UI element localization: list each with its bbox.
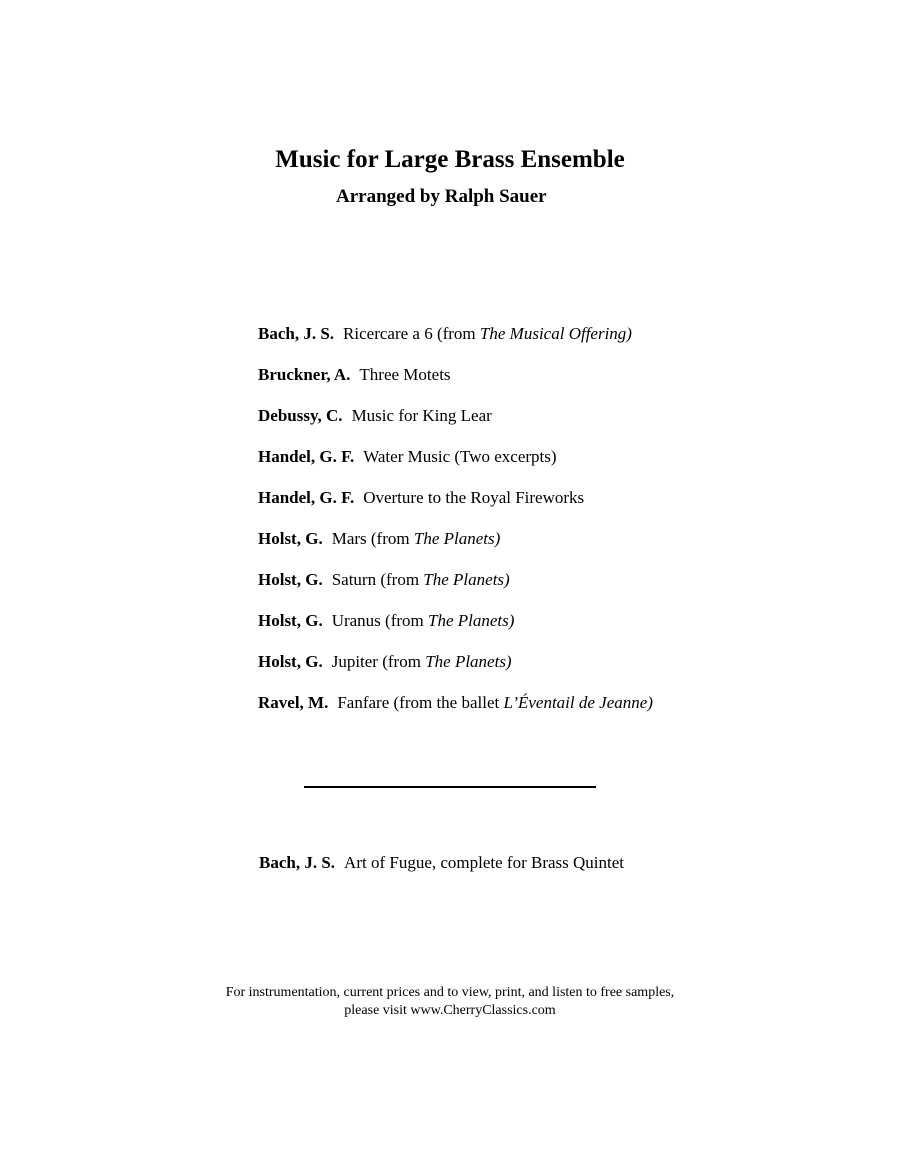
composer-name: Holst, G.	[258, 611, 323, 630]
footer-line: For instrumentation, current prices and to view, print, and listen to free samples,	[225, 985, 675, 1000]
footer-line: please visit www.CherryClassics.com	[344, 1003, 556, 1018]
work-title-italic: The Planets)	[425, 652, 512, 671]
work-title: Uranus (from	[331, 611, 429, 630]
work-title: Jupiter (from	[331, 652, 426, 671]
page-title: Music for Large Brass Ensemble	[275, 146, 625, 173]
footer-note	[0, 984, 900, 1020]
composer-name: Bach, J. S.	[258, 324, 335, 343]
composer-name: Debussy, C.	[258, 406, 343, 425]
composer-name: Holst, G.	[258, 652, 323, 671]
composer-name: Holst, G.	[258, 529, 323, 548]
arranger-subtitle: Arranged by Ralph Sauer	[336, 186, 547, 207]
work-title: Ricercare a 6 (from	[343, 324, 480, 343]
work-title-italic: The Planets)	[428, 611, 515, 630]
work-item	[258, 609, 653, 650]
work-title-italic: The Musical Offering)	[479, 324, 632, 343]
work-title: Three Motets	[359, 365, 451, 384]
work-title: Overture to the Royal Fireworks	[363, 488, 585, 507]
work-title: Saturn (from	[331, 570, 424, 589]
work-item	[258, 445, 653, 486]
section-divider	[304, 786, 596, 788]
work-item	[258, 322, 653, 363]
work-item	[258, 404, 653, 445]
composer-name: Handel, G. F.	[258, 447, 355, 466]
work-item	[258, 486, 653, 527]
composer-name: Bach, J. S.	[259, 853, 336, 872]
work-title: Fanfare (from the ballet	[337, 693, 504, 712]
work-item	[258, 527, 653, 568]
work-title: Mars (from	[331, 529, 414, 548]
composer-name: Holst, G.	[258, 570, 323, 589]
works-list	[258, 322, 653, 732]
work-title-italic: The Planets)	[413, 529, 501, 548]
work-title-italic: The Planets)	[423, 570, 510, 589]
work-item	[258, 650, 653, 691]
work-title: Art of Fugue, complete for Brass Quintet	[344, 853, 625, 872]
composer-name: Bruckner, A.	[258, 365, 351, 384]
work-item	[258, 568, 653, 609]
work-item	[258, 363, 653, 404]
work-title: Music for King Lear	[351, 406, 492, 425]
composer-name: Handel, G. F.	[258, 488, 355, 507]
composer-name: Ravel, M.	[258, 693, 329, 712]
extra-work-item	[259, 851, 624, 875]
work-title-italic: L’Éventail de Jeanne)	[503, 693, 653, 712]
work-item	[258, 691, 653, 732]
work-title: Water Music (Two excerpts)	[363, 447, 557, 466]
